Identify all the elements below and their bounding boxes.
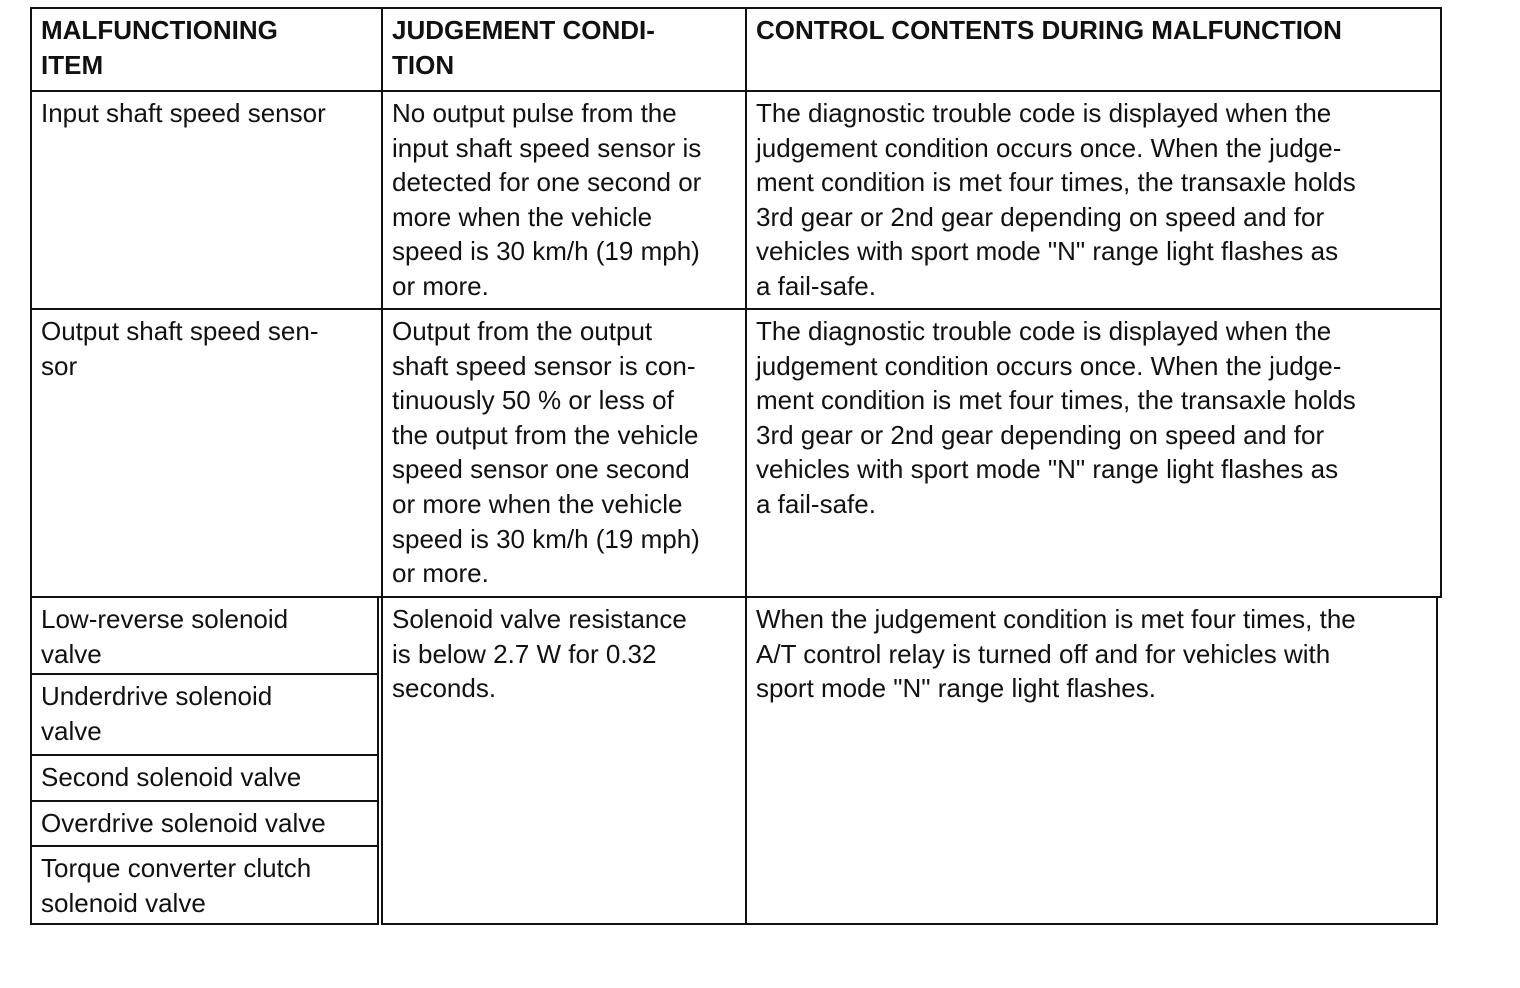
item-cell	[30, 754, 379, 802]
cell-text-line: TION	[392, 49, 455, 80]
cell-text-line: or more.	[392, 558, 489, 589]
cell-text-line: judgement condition occurs once. When the judge-	[756, 132, 1342, 163]
cell-text-line: JUDGEMENT CONDI-	[392, 15, 655, 45]
cell-text-line: CONTROL CONTENTS DURING MALFUNCTION	[756, 15, 1342, 45]
control-cell	[745, 596, 1438, 925]
cell-text-line: more when the vehicle	[392, 201, 653, 232]
cell-text-line: or more when the vehicle	[392, 488, 683, 519]
cell-text-line: judgement condition occurs once. When the judge-	[756, 350, 1342, 381]
cell-text-line: detected for one second or	[392, 167, 702, 198]
cell-text-line: is below 2.7 W for 0.32	[392, 638, 657, 669]
item-cell	[30, 90, 383, 310]
cell-text-line: shaft speed sensor is con-	[392, 350, 696, 381]
cell-text-line: Overdrive solenoid valve	[41, 808, 326, 838]
cell-text-line: input shaft speed sensor is	[392, 132, 702, 163]
cell-text-line: Underdrive solenoid	[41, 681, 273, 711]
cell-text-line: speed is 30 km/h (19 mph)	[392, 236, 700, 267]
cell-text-line: speed is 30 km/h (19 mph)	[392, 523, 700, 554]
cell-text-line: valve	[41, 638, 102, 669]
cell-text-line: 3rd gear or 2nd gear depending on speed and for	[756, 201, 1325, 232]
cell-text-line: sport mode "N" range light flashes.	[756, 673, 1156, 704]
cell-text-line: valve	[41, 715, 102, 746]
item-cell	[30, 673, 379, 756]
cell-text-line: solenoid valve	[41, 887, 206, 918]
cell-text-line: When the judgement condition is met four times, the	[756, 604, 1356, 634]
header-cell	[30, 7, 383, 92]
condition-cell	[381, 596, 747, 925]
cell-text-line: Solenoid valve resistance	[392, 604, 687, 634]
cell-text-line: No output pulse from the	[392, 98, 677, 128]
cell-text-line: speed sensor one second	[392, 454, 690, 485]
cell-text-line: MALFUNCTIONING	[41, 15, 278, 45]
cell-text-line: vehicles with sport mode "N" range light flashes as	[756, 236, 1339, 267]
cell-text-line: Input shaft speed sensor	[41, 98, 326, 128]
control-cell	[745, 308, 1442, 598]
condition-cell	[381, 308, 747, 598]
cell-text-line: seconds.	[392, 673, 497, 704]
cell-text-line: a fail-safe.	[756, 488, 876, 519]
cell-text-line: sor	[41, 350, 78, 381]
cell-text-line: vehicles with sport mode "N" range light flashes as	[756, 454, 1339, 485]
cell-text-line: The diagnostic trouble code is displayed when the	[756, 98, 1332, 128]
cell-text-line: Low-reverse solenoid	[41, 604, 289, 634]
cell-text-line: A/T control relay is turned off and for vehicles with	[756, 638, 1331, 669]
cell-text-line: tinuously 50 % or less of	[392, 385, 674, 416]
cell-text-line: ment condition is met four times, the transaxle holds	[756, 167, 1356, 198]
cell-text-line: the output from the vehicle	[392, 419, 699, 450]
cell-text-line: 3rd gear or 2nd gear depending on speed and for	[756, 419, 1325, 450]
cell-text-line: Output shaft speed sen-	[41, 316, 319, 346]
cell-text-line: a fail-safe.	[756, 270, 876, 301]
item-cell	[30, 800, 379, 847]
cell-text-line: ment condition is met four times, the transaxle holds	[756, 385, 1356, 416]
header-cell	[745, 7, 1442, 92]
cell-text-line: or more.	[392, 270, 489, 301]
condition-cell	[381, 90, 747, 310]
item-cell	[30, 596, 379, 675]
cell-text-line: Torque converter clutch	[41, 853, 312, 883]
header-cell	[381, 7, 747, 92]
cell-text-line: Output from the output	[392, 316, 653, 346]
cell-text-line: Second solenoid valve	[41, 762, 302, 792]
item-cell	[30, 845, 379, 925]
item-cell	[30, 308, 383, 598]
cell-text-line: ITEM	[41, 49, 104, 80]
control-cell	[745, 90, 1442, 310]
cell-text-line: The diagnostic trouble code is displayed when the	[756, 316, 1332, 346]
